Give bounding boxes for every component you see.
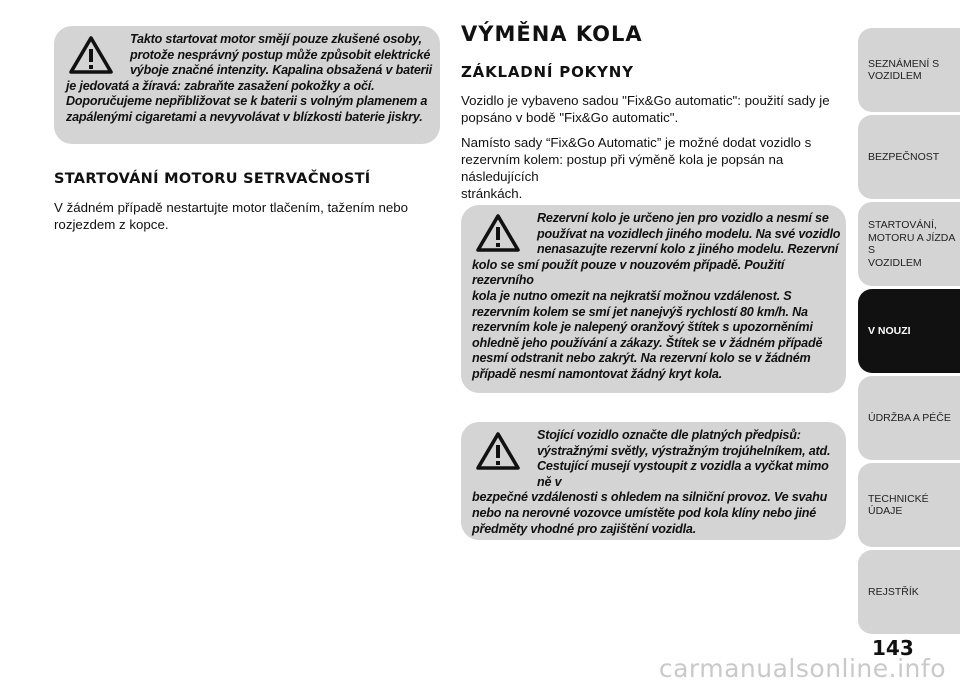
warning-box-battery: [54, 26, 440, 144]
tab-vehicle-overview[interactable]: [858, 28, 960, 112]
warning-text-spare-wheel: [472, 211, 844, 383]
paragraph-line: stránkách.: [461, 186, 523, 201]
tab-label: STARTOVÁNÍ, MOTORU A JÍZDA S VOZIDLEM: [868, 219, 955, 269]
tab-label: SEZNÁMENÍ S VOZIDLEM: [868, 57, 940, 82]
paragraph-spare-wheel: [461, 134, 851, 202]
paragraph-fix-go: [461, 92, 851, 126]
paragraph-line: rezervním kolem: postup při výměně kola je popsán na následujících: [461, 152, 784, 184]
tab-emergency[interactable]: [858, 289, 960, 373]
tab-label: REJSTŘÍK: [868, 585, 919, 598]
tab-safety[interactable]: [858, 115, 960, 199]
warning-line: Doporučujeme nepřibližovat se k baterii s volným plamenem a: [66, 94, 428, 109]
warning-line: předměty vhodné pro zajištění vozidla.: [472, 521, 697, 536]
warning-line: Takto startovat motor smějí pouze zkušené osoby,: [130, 32, 422, 46]
warning-line: kolo se smí použít pouze v nouzovém případě. Použití rezervního: [472, 257, 785, 288]
warning-text-stopped-vehicle: [472, 428, 844, 537]
warning-line: Stojící vozidlo označte dle platných předpisů:: [537, 428, 801, 442]
warning-line: Rezervní kolo je určeno jen pro vozidlo a nesmí se: [537, 211, 829, 225]
paragraph-line: Namísto sady “Fix&Go Automatic” je možné dodat vozidlo s: [461, 135, 812, 150]
warning-box-spare-wheel: [461, 205, 846, 393]
section-heading-push-start: STARTOVÁNÍ MOTORU SETRVAČNOSTÍ: [54, 171, 371, 187]
page-title: VÝMĚNA KOLA: [461, 22, 643, 46]
warning-text-battery: [66, 32, 438, 126]
warning-line: případě nesmí namontovat žádný kryt kola.: [472, 366, 723, 381]
tab-starting-driving[interactable]: [858, 202, 960, 286]
warning-line: protože nesprávný postup může způsobit elektrické: [130, 47, 431, 62]
warning-line: kola je nutno omezit na nejkratší možnou vzdálenost. S: [472, 288, 792, 303]
tab-label: TECHNICKÉ ÚDAJE: [868, 492, 929, 517]
tab-label: ÚDRŽBA A PÉČE: [868, 411, 951, 424]
warning-line: výboje značné intenzity. Kapalina obsažená v baterii: [130, 63, 432, 78]
warning-line: je jedovatá a žíravá: zabraňte zasažení pokožky a očí.: [66, 78, 375, 93]
paragraph-line: V žádném případě nestartujte motor tlačením, tažením nebo: [54, 200, 409, 215]
warning-line: rezervním kole je nalepený oranžový štítek s upozorněními: [472, 320, 813, 335]
section-subtitle: ZÁKLADNÍ POKYNY: [461, 63, 634, 81]
tab-technical-data[interactable]: [858, 463, 960, 547]
warning-line: používat na vozidlech jiného modelu. Na své vozidlo: [537, 226, 841, 241]
warning-line: výstražnými světly, výstražným trojúhelníkem, atd.: [537, 443, 831, 458]
warning-line: zapálenými cigaretami a nevyvolávat v blízkosti baterie jiskry.: [66, 109, 423, 124]
warning-line: nesmí odstranit nebo zakrýt. Na rezervní kolo se v žádném: [472, 351, 811, 366]
paragraph-line: Vozidlo je vybaveno sadou "Fix&Go automatic": použití sady je: [461, 93, 830, 108]
warning-line: nenasazujte rezervní kolo z jiného modelu. Rezervní: [537, 242, 839, 257]
paragraph-line: popsáno v bodě "Fix&Go automatic".: [461, 110, 679, 125]
page-number: 143: [872, 636, 914, 660]
tab-maintenance[interactable]: [858, 376, 960, 460]
watermark-text: carmanualsonline.info: [658, 654, 946, 683]
paragraph-push-start: [54, 199, 434, 233]
paragraph-line: rozjezdem z kopce.: [54, 217, 169, 232]
warning-line: Cestující musejí vystoupit z vozidla a vyčkat mimo ně v: [537, 459, 829, 489]
tab-label: BEZPEČNOST: [868, 150, 940, 163]
warning-line: nebo na nerovné vozovce umístěte pod kola klíny nebo jiné: [472, 505, 817, 520]
warning-line: ohledně jeho používání a zákazy. Štítek se v žádném případě: [472, 335, 823, 350]
warning-line: rezervním kolem se smí jet nanejvýš rychlostí 80 km/h. Na: [472, 304, 808, 319]
tab-index[interactable]: [858, 550, 960, 634]
tab-label: V NOUZI: [868, 324, 911, 337]
warning-box-stopped-vehicle: [461, 422, 846, 540]
warning-line: bezpečné vzdálenosti s ohledem na silniční provoz. Ve svahu: [472, 490, 828, 505]
